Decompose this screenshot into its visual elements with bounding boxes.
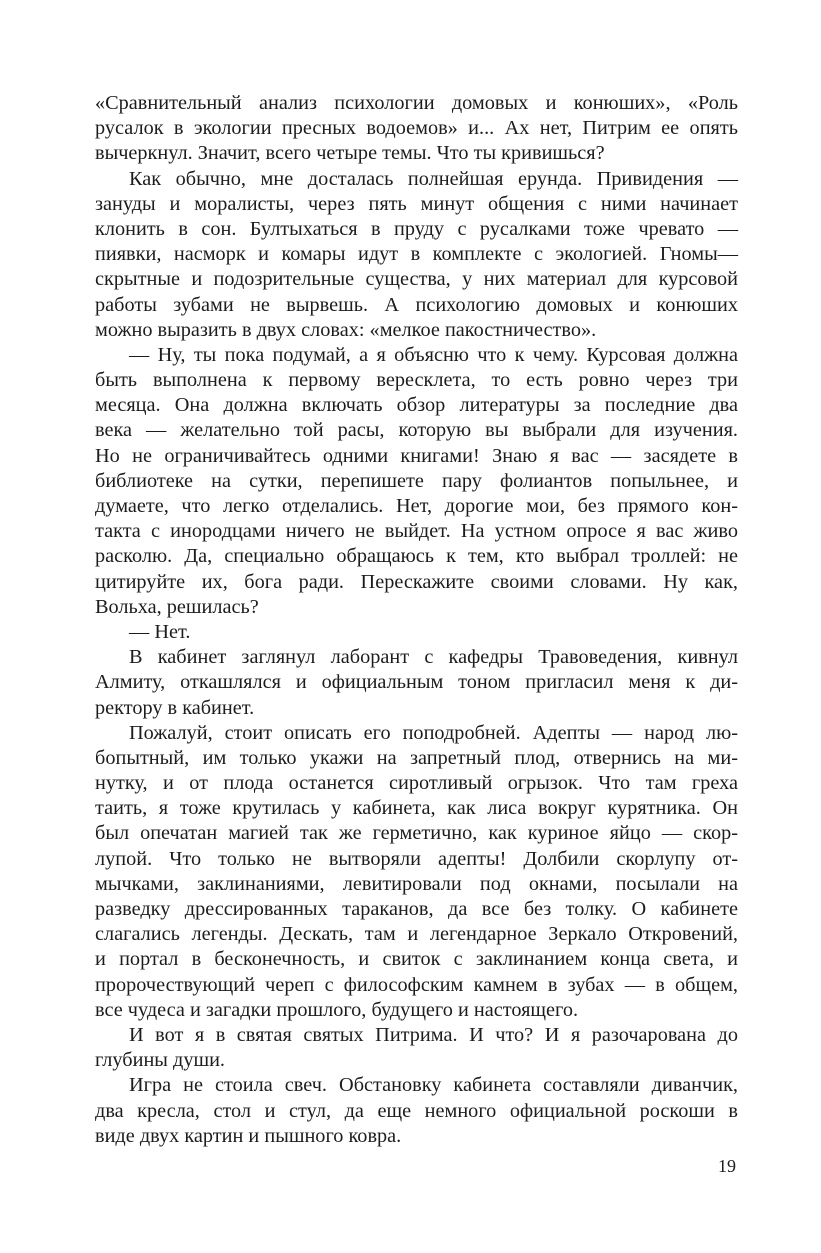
text-line: Как обычно, мне досталась полнейшая ерунда. Привидения —	[129, 167, 738, 190]
paragraph	[95, 645, 738, 721]
text-line: скрытные и подозрительные существа, у них материал для курсовой	[95, 268, 738, 291]
text-line: быть выполнена к первому вересклета, то есть ровно через три	[95, 369, 738, 392]
text-line: два кресла, стол и стул, да еще немного официальной роскоши в	[95, 1099, 738, 1122]
text-line: таить, я тоже крутилась у кабинета, как лиса вокруг курятника. Он	[95, 797, 738, 820]
text-line: Но не ограничивайтесь одними книгами! Знаю я вас — засядете в	[95, 444, 738, 467]
text-line: Пожалуй, стоит описать его поподробней. Адепты — народ лю-	[129, 721, 738, 744]
paragraph	[95, 343, 738, 620]
text-line: — Нет.	[129, 620, 191, 643]
text-line: библиотеке на сутки, перепишете пару фолиантов попыльнее, и	[95, 469, 738, 492]
text-line: виде двух картин и пышного ковра.	[95, 1124, 402, 1147]
text-line: думаете, что легко отделались. Нет, дорогие мои, без прямого кон-	[95, 495, 738, 517]
text-line: месяца. Она должна включать обзор литературы за последние два	[95, 394, 738, 417]
text-line: Вольха, решилась?	[95, 595, 259, 618]
text-line: разведку дрессированных тараканов, да все без толку. О кабинете	[95, 898, 738, 920]
text-line: был опечатан магией так же герметично, как куриное яйцо — скор-	[95, 822, 738, 845]
text-line: глубины души.	[95, 1049, 226, 1072]
text-line: Игра не стоила свеч. Обстановку кабинета составляли диванчик,	[129, 1074, 738, 1097]
text-line: цитируйте их, бога ради. Перескажите своими словами. Ну как,	[95, 570, 738, 593]
text-line: русалок в экологии пресных водоемов» и... Ах нет, Питрим ее опять	[95, 117, 738, 140]
text-line: зануды и моралисты, через пять минут общения с ними начинает	[95, 192, 738, 215]
text-line: нутку, и от плода останется сиротливый огрызок. Что там греха	[95, 772, 738, 795]
text-line: пиявки, насморк и комары идут в комплекте с экологией. Гномы—	[95, 243, 738, 266]
text-line: вычеркнул. Значит, всего четыре темы. Что ты кривишься?	[95, 142, 605, 165]
paragraph	[95, 91, 738, 167]
paragraph	[95, 1023, 738, 1073]
text-line: И вот я в святая святых Питрима. И что? И я разочарована до	[129, 1023, 738, 1046]
paragraph	[95, 721, 738, 1023]
text-line: ректору в кабинет.	[95, 696, 255, 719]
text-line: века — желательно той расы, которую вы выбрали для изучения.	[95, 419, 738, 442]
text-line: все чудеса и загадки прошлого, будущего и настоящего.	[95, 998, 579, 1021]
text-line: бопытный, им только укажи на запретный плод, отвернись на ми-	[95, 746, 738, 769]
text-line: мычками, заклинаниями, левитировали под окнами, посылали на	[95, 872, 738, 895]
text-line: «Сравнительный анализ психологии домовых и конюших», «Роль	[95, 92, 738, 114]
text-line: В кабинет заглянул лаборант с кафедры Травоведения, кивнул	[129, 646, 738, 669]
paragraph	[95, 620, 738, 645]
page-number: 19	[718, 1156, 736, 1176]
text-line: клонить в сон. Бултыхаться в пруду с русалками тоже чревато —	[95, 217, 738, 240]
text-line: расколю. Да, специально обращаюсь к тем, кто выбрал троллей: не	[95, 545, 738, 568]
text-line: и портал в бесконечность, и свиток с заклинанием конца света, и	[95, 948, 738, 971]
text-line: лупой. Что только не вытворяли адепты! Долбили скорлупу от-	[95, 847, 738, 870]
text-line: можно выразить в двух словах: «мелкое пакостничество».	[95, 318, 597, 341]
paragraph	[95, 167, 738, 343]
text-line: — Ну, ты пока подумай, а я объясню что к чему. Курсовая должна	[129, 343, 738, 366]
paragraph	[95, 1073, 738, 1149]
text-line: слагались легенды. Дескать, там и легендарное Зеркало Откровений,	[95, 923, 738, 946]
text-line: Алмиту, откашлялся и официальным тоном пригласил меня к ди-	[95, 671, 738, 694]
text-line: такта с инородцами ничего не выйдет. На устном опросе я вас живо	[95, 520, 738, 543]
page-text	[95, 91, 738, 1149]
text-line: работы зубами не вырвешь. А психологию домовых и конюших	[95, 293, 738, 316]
text-line: пророчествующий череп с философским камнем в зубах — в общем,	[95, 973, 738, 996]
